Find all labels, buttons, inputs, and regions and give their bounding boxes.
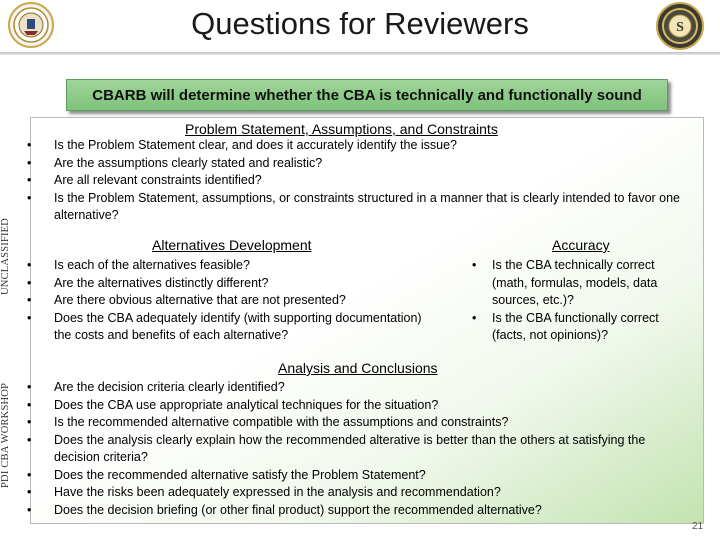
list-item: • Are the decision criteria clearly identified? (27, 380, 285, 394)
accuracy-heading: Accuracy (552, 237, 610, 253)
alternatives-heading: Alternatives Development (152, 237, 312, 253)
list-item: • Is the Problem Statement clear, and does it accurately identify the issue? (27, 138, 457, 152)
problem-heading: Problem Statement, Assumptions, and Constraints (185, 121, 498, 137)
summary-banner: CBARB will determine whether the CBA is technically and functionally sound (66, 79, 668, 111)
list-item: • Are all relevant constraints identified? (27, 173, 262, 187)
list-item: • Does the analysis clearly explain how the recommended alterative is better than the others at satisfying the decision criteria? (27, 432, 646, 464)
list-item: • Is the Problem Statement, assumptions, or constraints structured in a manner that is clearly intended to favor one alternative? (27, 190, 681, 222)
list-item: • Are there obvious alternative that are not presented? (27, 293, 346, 307)
list-item: • Is the CBA technically correct (math, formulas, models, data sources, etc.)? (472, 258, 658, 307)
list-item: • Is the recommended alternative compatible with the assumptions and constraints? (27, 415, 509, 429)
accuracy-list (472, 257, 692, 345)
list-item: • Does the recommended alternative satisfy the Problem Statement? (27, 467, 426, 482)
classification-label: UNCLASSIFIED (0, 217, 11, 295)
list-item: • Are the assumptions clearly stated and realistic? (27, 155, 323, 170)
list-item: • Does the decision briefing (or other final product) support the recommended alternative? (27, 502, 542, 517)
list-item: • Is the CBA functionally correct (facts, not opinions)? (472, 310, 659, 342)
workshop-label: PDI CBA WORKSHOP (0, 382, 11, 488)
list-item: • Are the alternatives distinctly different? (27, 275, 269, 290)
list-item: • Does the CBA use appropriate analytical techniques for the situation? (27, 397, 439, 412)
analysis-heading: Analysis and Conclusions (278, 360, 438, 376)
list-item: • Is each of the alternatives feasible? (27, 258, 250, 272)
analysis-list (27, 379, 694, 519)
problem-list (27, 137, 694, 225)
alternatives-list (27, 257, 424, 345)
list-item: • Have the risks been adequately expressed in the analysis and recommendation? (27, 485, 501, 499)
list-item: • Does the CBA adequately identify (with supporting documentation) the costs and benefits of each alternative? (27, 310, 422, 342)
header-divider (0, 52, 720, 55)
svg-text:S: S (676, 20, 684, 35)
page-title: Questions for Reviewers (191, 6, 529, 41)
dollar-seal-icon (656, 2, 704, 50)
page-number: 21 (692, 521, 704, 532)
